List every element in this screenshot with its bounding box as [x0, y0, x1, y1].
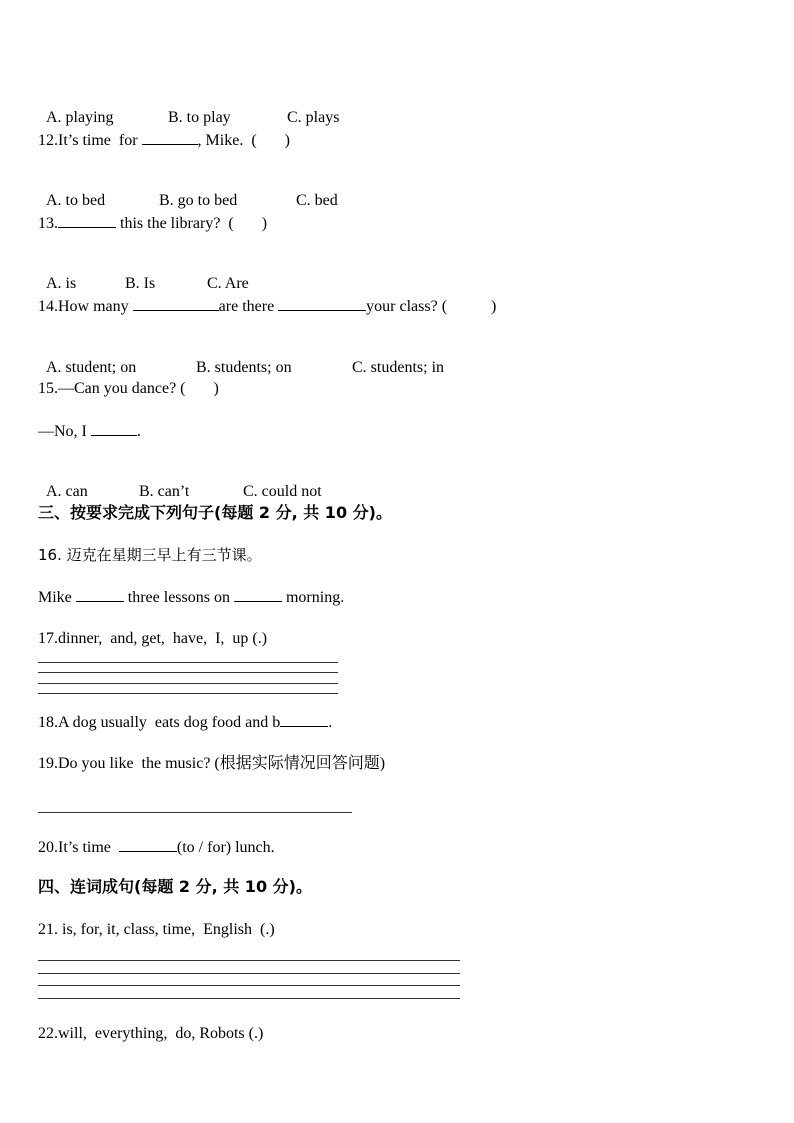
q14-option-a[interactable]: A. student; on: [46, 359, 137, 376]
q14-text-mid: are there: [218, 298, 279, 315]
q14-text-post: your class? ( ): [366, 298, 497, 315]
q14-question: [38, 296, 496, 317]
q16-text-mid: three lessons on: [123, 589, 234, 606]
q15-option-b[interactable]: B. can’t: [139, 483, 190, 500]
q20-blank[interactable]: [119, 837, 177, 852]
q14-option-b[interactable]: B. students; on: [196, 359, 292, 376]
q15-answer: [38, 421, 141, 442]
q12-text-post: , Mike. ( ): [197, 132, 290, 149]
q13-option-b[interactable]: B. Is: [125, 275, 156, 292]
q11-option-a[interactable]: A. playing: [46, 109, 114, 126]
q14-text-pre: 14.How many: [38, 298, 133, 315]
q14-blank-1[interactable]: [133, 296, 219, 311]
q15-blank[interactable]: [91, 421, 137, 436]
q16-prompt: 16. 迈克在星期三早上有三节课。: [38, 546, 262, 564]
q15-options: [38, 462, 322, 502]
q14-options: [38, 338, 444, 378]
q17-answer-line-4[interactable]: [38, 693, 338, 694]
q21-prompt: 21. is, for, it, class, time, English (.): [38, 921, 275, 938]
q16-blank-2[interactable]: [234, 587, 282, 602]
q21-answer-line-2[interactable]: [38, 973, 460, 974]
q12-options: [38, 171, 338, 211]
q16-text-pre: Mike: [38, 589, 76, 606]
q13-options: [38, 254, 249, 294]
q13-question: [38, 213, 267, 234]
q20-text-pre: 20.It’s time: [38, 839, 119, 856]
q20-question: [38, 837, 275, 858]
q15-answer-post: .: [136, 423, 141, 440]
q21-answer-line-4[interactable]: [38, 998, 460, 999]
q13-blank[interactable]: [58, 213, 116, 228]
q15-option-a[interactable]: A. can: [46, 483, 88, 500]
q12-option-c[interactable]: C. bed: [296, 192, 338, 209]
q18-text-post: .: [328, 714, 333, 731]
q14-option-c[interactable]: C. students; in: [352, 359, 445, 376]
q16-text-post: morning.: [281, 589, 345, 606]
q16-blank-1[interactable]: [76, 587, 124, 602]
q13-option-c[interactable]: C. Are: [207, 275, 249, 292]
q13-text-pre: 13.: [38, 215, 58, 232]
q11-option-b[interactable]: B. to play: [168, 109, 231, 126]
q11-option-c[interactable]: C. plays: [287, 109, 340, 126]
q11-options: [38, 88, 339, 128]
q22-prompt: 22.will, everything, do, Robots (.): [38, 1025, 264, 1042]
q12-blank[interactable]: [142, 130, 198, 145]
q18-question: [38, 712, 332, 733]
section4-heading: 四、连词成句(每题 2 分, 共 10 分)。: [38, 877, 312, 896]
q12-question: [38, 130, 290, 151]
q12-option-b[interactable]: B. go to bed: [159, 192, 238, 209]
q13-option-a[interactable]: A. is: [46, 275, 77, 292]
q17-prompt: 17.dinner, and, get, have, I, up (.): [38, 630, 268, 647]
q18-blank[interactable]: [280, 712, 328, 727]
q21-answer-line-3[interactable]: [38, 985, 460, 986]
q12-option-a[interactable]: A. to bed: [46, 192, 106, 209]
q14-blank-2[interactable]: [278, 296, 366, 311]
q20-text-post: (to / for) lunch.: [176, 839, 275, 856]
q13-text-post: this the library? ( ): [116, 215, 268, 232]
q12-text-pre: 12.It’s time for: [38, 132, 142, 149]
q15-option-c[interactable]: C. could not: [243, 483, 322, 500]
q18-text: 18.A dog usually eats dog food and b: [38, 714, 281, 731]
q17-answer-line-3[interactable]: [38, 683, 338, 684]
q21-answer-line-1[interactable]: [38, 960, 460, 961]
section3-heading: 三、按要求完成下列句子(每题 2 分, 共 10 分)。: [38, 503, 392, 522]
q15-question: 15.—Can you dance? ( ): [38, 380, 219, 397]
q17-answer-line-2[interactable]: [38, 672, 338, 673]
q19-answer-line[interactable]: [38, 812, 352, 813]
q17-answer-line-1[interactable]: [38, 662, 338, 663]
q15-answer-pre: —No, I: [38, 423, 91, 440]
q16-sentence: [38, 587, 344, 608]
q19-question: 19.Do you like the music? (根据实际情况回答问题): [38, 755, 386, 772]
